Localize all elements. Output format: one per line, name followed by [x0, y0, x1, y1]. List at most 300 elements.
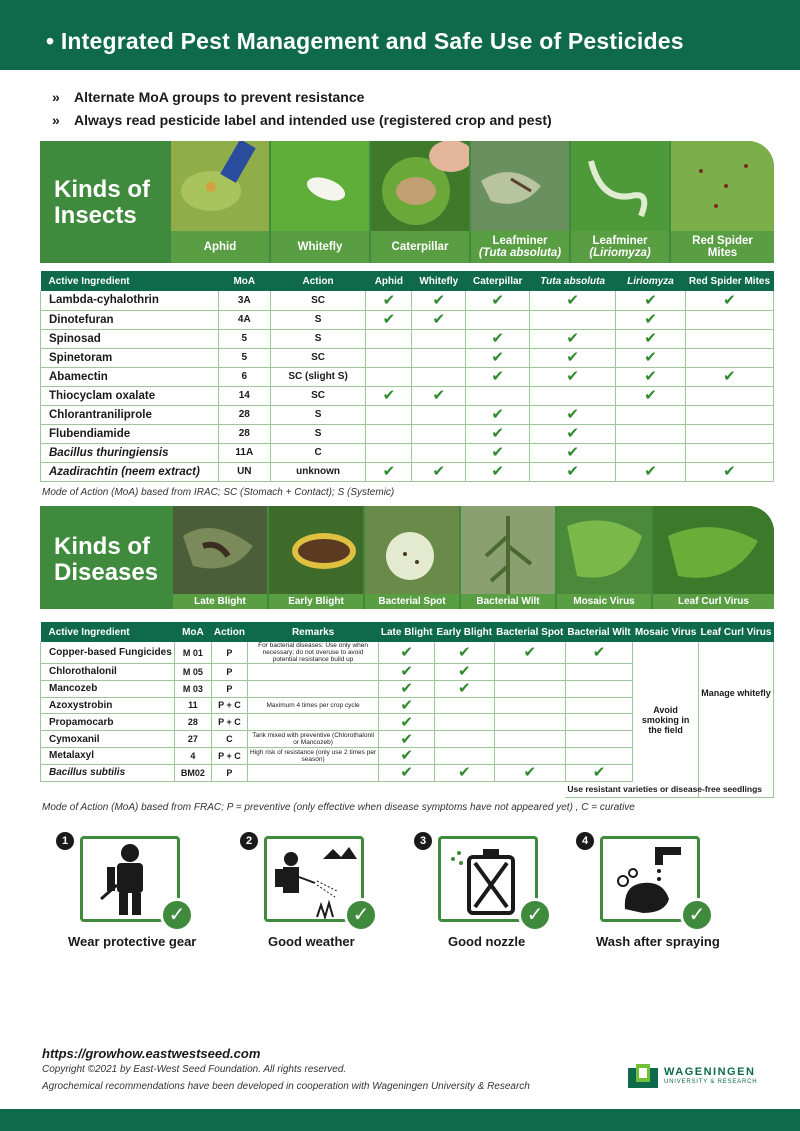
disease-card-leaf-curl-virus [653, 506, 774, 609]
check-mark-icon: ✔ [523, 644, 537, 661]
ingredient-name: Mancozeb [41, 680, 175, 697]
check-cell [685, 443, 773, 462]
bullet-text: Always read pesticide label and intended use (registered crop and pest) [74, 112, 552, 128]
leaf-curl-virus-photo-icon [653, 506, 774, 594]
ingredient-name: Copper-based Fungicides [41, 642, 175, 664]
check-cell [616, 310, 686, 329]
check-mark-icon: ✔ [491, 444, 504, 461]
disease-label: Bacterial Spot [365, 594, 459, 609]
check-cell [494, 680, 565, 697]
insects-title-line2: Insects [54, 202, 137, 229]
check-cell [530, 329, 616, 348]
check-cell [494, 697, 565, 714]
check-cell [412, 405, 466, 424]
check-cell [366, 424, 412, 443]
check-mark-icon: ✔ [400, 696, 413, 714]
ingredient-name: Propamocarb [41, 714, 175, 731]
table-row [41, 291, 774, 310]
pest-card-aphid [171, 141, 269, 263]
mosaic-virus-photo-icon [557, 506, 651, 594]
action-cell: unknown [270, 462, 366, 481]
check-mark-icon: ✔ [400, 764, 413, 782]
col-header: Early Blight [435, 622, 495, 642]
check-mark-icon: ✔ [566, 349, 579, 366]
col-header: Active Ingredient [41, 271, 219, 291]
check-mark-icon: ✔ [644, 387, 657, 404]
check-cell [530, 462, 616, 481]
col-header: Bacterial Wilt [565, 622, 632, 642]
bullet-list [52, 86, 552, 132]
credit-text: Agrochemical recommendations have been developed in cooperation with Wageningen University & Research [42, 1081, 530, 1092]
check-cell [685, 348, 773, 367]
check-cell [412, 367, 466, 386]
action-cell: SC [270, 348, 366, 367]
check-cell [530, 367, 616, 386]
col-header: MoA [174, 622, 211, 642]
check-cell [494, 714, 565, 731]
disease-card-bacterial-wilt [461, 506, 555, 609]
action-cell: S [270, 424, 366, 443]
disease-card-bacterial-spot [365, 506, 459, 609]
check-mark-icon: ✔ [458, 680, 471, 698]
check-cell [530, 424, 616, 443]
step-number: 1 [56, 832, 74, 850]
table-row [41, 405, 774, 424]
action-cell: S [270, 405, 366, 424]
check-cell [366, 329, 412, 348]
col-header: Liriomyza [616, 271, 686, 291]
bottom-bar [0, 1109, 800, 1131]
table-footer-row [41, 781, 774, 798]
aphid-photo-icon [171, 141, 269, 231]
check-mark-icon: ✔ [432, 387, 446, 404]
col-header: Bacterial Spot [494, 622, 565, 642]
page-title: • Integrated Pest Management and Safe Use of Pesticides [46, 28, 684, 54]
check-cell [565, 731, 632, 748]
action-cell: SC [270, 386, 366, 405]
check-mark-icon: ✔ [644, 463, 657, 480]
check-cell [412, 424, 466, 443]
insect-moa-note: Mode of Action (MoA) based from IRAC; SC (Stomach + Contact); S (Systemic) [42, 487, 395, 498]
safety-step-3 [414, 832, 594, 952]
remarks-cell: Maximum 4 times per crop cycle [247, 697, 379, 714]
check-cell [435, 680, 495, 697]
check-cell [466, 443, 530, 462]
ingredient-name: Chlorothalonil [41, 664, 175, 681]
check-cell [379, 731, 435, 748]
check-cell [412, 291, 466, 310]
check-cell [616, 443, 686, 462]
check-cell [494, 731, 565, 748]
col-header: Caterpillar [466, 271, 530, 291]
remarks-cell: Tank mixed with preventive (Chlorothalonil or Mancozeb) [247, 731, 379, 748]
check-cell [685, 367, 773, 386]
check-mark-icon: ✔ [592, 764, 606, 782]
check-mark-icon: ✔ [644, 368, 657, 385]
check-mark-icon: ✔ [400, 644, 413, 661]
check-mark-icon: ✔ [400, 663, 413, 681]
logo-name: WAGENINGEN [664, 1066, 756, 1078]
check-cell [685, 329, 773, 348]
check-mark-icon: ✔ [491, 425, 504, 442]
check-cell [466, 310, 530, 329]
check-cell [366, 462, 412, 481]
check-mark-icon: ✔ [400, 747, 413, 765]
check-cell [685, 386, 773, 405]
check-mark-icon: ✔ [458, 764, 471, 782]
check-cell [466, 348, 530, 367]
disease-label: Mosaic Virus [557, 594, 651, 609]
check-mark-icon: ✔ [382, 311, 396, 328]
check-cell [530, 386, 616, 405]
moa-cell: 28 [218, 424, 270, 443]
bullet-marker: » [52, 89, 60, 105]
check-cell [616, 462, 686, 481]
table-row [41, 462, 774, 481]
check-cell [435, 697, 495, 714]
check-mark-icon: ✔ [723, 291, 736, 309]
ingredient-name: Spinetoram [41, 348, 219, 367]
disease-label: Bacterial Wilt [461, 594, 555, 609]
check-mark-icon: ✔ [566, 330, 579, 347]
table-row [41, 443, 774, 462]
ingredient-name: Chlorantraniliprole [41, 405, 219, 424]
step-caption: Good weather [268, 934, 355, 949]
bullet-item [52, 109, 552, 132]
check-cell [435, 714, 495, 731]
disease-moa-note: Mode of Action (MoA) based from FRAC; P = preventive (only effective when disease symptoms have not appeared yet) , C = curative [42, 802, 635, 813]
moa-cell: M 05 [174, 664, 211, 681]
pest-card-red-spider-mites [671, 141, 774, 263]
moa-cell: 3A [218, 291, 270, 310]
ingredient-name: Bacillus subtilis [41, 764, 175, 781]
check-cell [530, 443, 616, 462]
disease-card-early-blight [269, 506, 363, 609]
col-header: Late Blight [379, 622, 435, 642]
check-cell [412, 348, 466, 367]
website-link[interactable]: https://growhow.eastwestseed.com [42, 1046, 261, 1061]
leaf-curl-advice: Manage whitefly [699, 642, 774, 798]
bacterial-wilt-photo-icon [461, 506, 555, 594]
moa-cell: 11 [174, 697, 211, 714]
check-mark-icon: ✔ [382, 463, 396, 480]
ingredient-name: Azoxystrobin [41, 697, 175, 714]
action-cell: SC [270, 291, 366, 310]
check-cell [616, 405, 686, 424]
check-mark-icon: ✔ [458, 644, 471, 661]
check-mark-icon: ✔ [400, 713, 413, 731]
table-header-row [41, 271, 774, 291]
check-cell [616, 424, 686, 443]
leafminer-tuta-photo-icon [471, 141, 569, 231]
ingredient-name: Abamectin [41, 367, 219, 386]
insects-title [54, 177, 150, 229]
remarks-cell [247, 664, 379, 681]
action-cell: C [212, 731, 248, 748]
check-cell [412, 443, 466, 462]
pest-label: Red Spider Mites [671, 231, 774, 263]
check-cell [616, 367, 686, 386]
check-cell [685, 291, 773, 310]
col-header: Mosaic Virus [633, 622, 699, 642]
check-cell [494, 764, 565, 781]
step-number: 3 [414, 832, 432, 850]
check-mark-icon: ✔ [491, 291, 504, 309]
check-mark-icon: ✔ [566, 444, 579, 461]
check-mark-icon: ✔ [644, 330, 657, 347]
col-header: Action [270, 271, 366, 291]
check-mark-icon: ✔ [644, 311, 657, 328]
check-cell [616, 329, 686, 348]
check-icon: ✓ [518, 898, 552, 932]
check-cell [466, 329, 530, 348]
table-row [41, 386, 774, 405]
check-cell [530, 405, 616, 424]
check-cell [379, 747, 435, 764]
action-cell: S [270, 310, 366, 329]
check-mark-icon: ✔ [566, 368, 579, 385]
pest-label: Caterpillar [371, 231, 469, 263]
table-row [41, 310, 774, 329]
check-cell [412, 462, 466, 481]
red-spider-mites-photo-icon [671, 141, 774, 231]
caterpillar-photo-icon [371, 141, 469, 231]
late-blight-photo-icon [173, 506, 267, 594]
check-cell [466, 405, 530, 424]
pest-card-caterpillar [371, 141, 469, 263]
action-cell: C [270, 443, 366, 462]
diseases-header [40, 506, 774, 609]
diseases-title-line1: Kinds of [54, 533, 150, 560]
check-mark-icon: ✔ [566, 291, 579, 309]
bacterial-spot-photo-icon [365, 506, 459, 594]
check-mark-icon: ✔ [723, 463, 736, 480]
table-row [41, 329, 774, 348]
early-blight-photo-icon [269, 506, 363, 594]
check-cell [565, 680, 632, 697]
action-cell: P [212, 680, 248, 697]
action-cell: S [270, 329, 366, 348]
check-cell [366, 310, 412, 329]
check-mark-icon: ✔ [491, 368, 504, 385]
table-row [41, 424, 774, 443]
check-cell [466, 367, 530, 386]
disease-card-late-blight [173, 506, 267, 609]
pest-card-leafminer-tuta [471, 141, 569, 263]
check-mark-icon: ✔ [566, 406, 579, 423]
pest-card-whitefly [271, 141, 369, 263]
check-cell [412, 310, 466, 329]
check-cell [435, 747, 495, 764]
check-cell [685, 310, 773, 329]
remarks-cell: For bacterial diseases: Use only when necessary; do not overuse to avoid potential resistance build up [247, 642, 379, 664]
ingredient-name: Lambda-cyhalothrin [41, 291, 219, 310]
safety-step-2 [240, 832, 420, 952]
check-cell [379, 664, 435, 681]
check-mark-icon: ✔ [458, 663, 471, 681]
ingredient-name: Spinosad [41, 329, 219, 348]
check-cell [466, 291, 530, 310]
ingredient-name: Cymoxanil [41, 731, 175, 748]
check-mark-icon: ✔ [491, 330, 504, 347]
check-cell [616, 386, 686, 405]
bullet-item [52, 86, 552, 109]
check-cell [379, 764, 435, 781]
check-cell [366, 367, 412, 386]
disease-card-mosaic-virus [557, 506, 651, 609]
table-row [41, 367, 774, 386]
check-mark-icon: ✔ [723, 368, 736, 385]
check-cell [435, 642, 495, 664]
check-cell [685, 462, 773, 481]
moa-cell: 5 [218, 329, 270, 348]
moa-cell: M 03 [174, 680, 211, 697]
check-cell [494, 642, 565, 664]
check-cell [616, 291, 686, 310]
mosaic-virus-advice: Avoid smoking in the field [633, 642, 699, 798]
step-caption: Wash after spraying [596, 934, 720, 949]
check-mark-icon: ✔ [432, 291, 446, 309]
moa-cell: 28 [174, 714, 211, 731]
check-cell [685, 424, 773, 443]
check-cell [412, 329, 466, 348]
logo-subtitle: UNIVERSITY & RESEARCH [664, 1079, 758, 1085]
col-header: Leaf Curl Virus [699, 622, 774, 642]
check-mark-icon: ✔ [566, 463, 579, 480]
check-icon: ✓ [344, 898, 378, 932]
check-mark-icon: ✔ [382, 291, 396, 309]
col-header: Action [212, 622, 248, 642]
table-header-row [41, 622, 774, 642]
leafminer-liriomyza-photo-icon [571, 141, 669, 231]
moa-cell: 11A [218, 443, 270, 462]
ingredient-name: Flubendiamide [41, 424, 219, 443]
disease-label: Early Blight [269, 594, 363, 609]
check-cell [530, 291, 616, 310]
moa-cell: M 01 [174, 642, 211, 664]
col-header: Active Ingredient [41, 622, 175, 642]
check-mark-icon: ✔ [491, 463, 504, 480]
action-cell: SC (slight S) [270, 367, 366, 386]
check-cell [435, 764, 495, 781]
safety-step-1 [56, 832, 236, 952]
ingredient-name: Azadirachtin (neem extract) [41, 462, 219, 481]
check-mark-icon: ✔ [566, 425, 579, 442]
check-cell [530, 348, 616, 367]
check-mark-icon: ✔ [523, 764, 537, 782]
check-mark-icon: ✔ [491, 349, 504, 366]
check-mark-icon: ✔ [644, 291, 657, 309]
action-cell: P + C [212, 697, 248, 714]
check-cell [565, 714, 632, 731]
col-header: Tuta absoluta [530, 271, 616, 291]
whitefly-photo-icon [271, 141, 369, 231]
pest-label: Whitefly [271, 231, 369, 263]
check-mark-icon: ✔ [400, 730, 413, 748]
check-mark-icon: ✔ [644, 349, 657, 366]
moa-cell: 14 [218, 386, 270, 405]
ingredient-name: Thiocyclam oxalate [41, 386, 219, 405]
remarks-cell [247, 764, 379, 781]
action-cell: P [212, 664, 248, 681]
check-cell [565, 764, 632, 781]
pest-label: Aphid [171, 231, 269, 263]
check-cell [466, 424, 530, 443]
check-cell [366, 443, 412, 462]
pest-label: Leafminer (Liriomyza) [571, 231, 669, 263]
col-header: Remarks [247, 622, 379, 642]
wageningen-logo [628, 1064, 768, 1094]
diseases-title-line2: Diseases [54, 559, 159, 586]
moa-cell: 5 [218, 348, 270, 367]
check-mark-icon: ✔ [592, 644, 606, 661]
step-number: 4 [576, 832, 594, 850]
check-cell [565, 697, 632, 714]
check-cell [366, 386, 412, 405]
check-cell [412, 386, 466, 405]
table-row [41, 642, 774, 664]
moa-cell: BM02 [174, 764, 211, 781]
check-cell [435, 664, 495, 681]
pest-card-leafminer-liriomyza [571, 141, 669, 263]
insects-header [40, 141, 774, 263]
moa-cell: 4A [218, 310, 270, 329]
copyright-text: Copyright ©2021 by East-West Seed Foundation. All rights reserved. [42, 1064, 347, 1075]
disease-label: Leaf Curl Virus [653, 594, 774, 609]
wur-logo-icon [628, 1064, 658, 1090]
bullet-marker: » [52, 112, 60, 128]
step-caption: Good nozzle [448, 934, 526, 949]
check-mark-icon: ✔ [432, 311, 446, 328]
col-header: Red Spider Mites [685, 271, 773, 291]
step-caption: Wear protective gear [68, 934, 197, 949]
moa-cell: 6 [218, 367, 270, 386]
moa-cell: 4 [174, 747, 211, 764]
col-header: Aphid [366, 271, 412, 291]
check-mark-icon: ✔ [491, 406, 504, 423]
disease-label: Late Blight [173, 594, 267, 609]
remarks-cell [247, 680, 379, 697]
check-cell [565, 664, 632, 681]
check-icon: ✓ [160, 898, 194, 932]
check-cell [366, 348, 412, 367]
ingredient-name: Bacillus thuringiensis [41, 443, 219, 462]
moa-cell: UN [218, 462, 270, 481]
col-header: Whitefly [412, 271, 466, 291]
check-cell [435, 731, 495, 748]
resistant-varieties-note: Use resistant varieties or disease-free seedlings [565, 781, 773, 798]
remarks-cell: High risk of resistance (only use 2 times per season) [247, 747, 379, 764]
check-cell [366, 405, 412, 424]
table-row [41, 348, 774, 367]
action-cell: P [212, 642, 248, 664]
check-cell [379, 714, 435, 731]
check-cell [616, 348, 686, 367]
insect-table [40, 271, 774, 482]
check-cell [379, 680, 435, 697]
step-number: 2 [240, 832, 258, 850]
bullet-text: Alternate MoA groups to prevent resistance [74, 89, 365, 105]
diseases-title [54, 534, 158, 586]
ingredient-name: Metalaxyl [41, 747, 175, 764]
check-cell [494, 664, 565, 681]
check-cell [366, 291, 412, 310]
check-icon: ✓ [680, 898, 714, 932]
check-mark-icon: ✔ [432, 463, 446, 480]
disease-table [40, 622, 774, 798]
action-cell: P [212, 764, 248, 781]
pest-label: Leafminer (Tuta absoluta) [471, 231, 569, 263]
